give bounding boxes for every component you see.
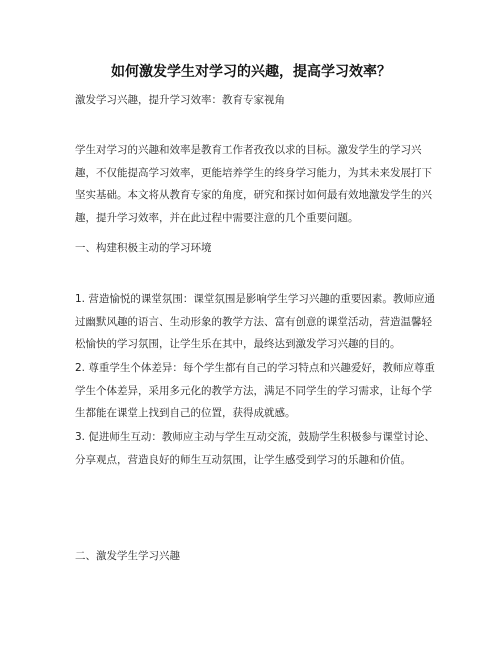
section-heading-1: 一、构建积极主动的学习环境 xyxy=(75,242,212,254)
page-subtitle: 激发学习兴趣，提升学习效率：教育专家视角 xyxy=(75,94,285,106)
list-item: 3. 促进师生互动：教师应主动与学生互动交流，鼓励学生积极参与课堂讨论、分享观点，营造良好的师生互动氛围，让学生感受到学习的乐趣和价值。 xyxy=(75,431,435,466)
list-item: 1. 营造愉悦的课堂氛围：课堂氛围是影响学生学习兴趣的重要因素。教师应通过幽默风趣的语言、生动形象的教学方法、富有创意的课堂活动，营造温馨轻松愉快的学习氛围，让学生乐在其中，最终达到激发学习兴趣的目的。 xyxy=(75,293,435,350)
intro-paragraph: 学生对学习的兴趣和效率是教育工作者孜孜以求的目标。激发学生的学习兴趣，不仅能提高学习效率，更能培养学生的终身学习能力，为其未来发展打下坚实基础。本文将从教育专家的角度，研究和探讨如何最有效地激发学生的兴趣，提升学习效率，并在此过程中需要注意的几个重要问题。 xyxy=(75,144,432,224)
page-title: 如何激发学生对学习的兴趣，提高学习效率？ xyxy=(111,64,391,80)
section-heading-2: 二、激发学生学习兴趣 xyxy=(75,550,180,562)
list-item: 2. 尊重学生个体差异：每个学生都有自己的学习特点和兴趣爱好，教师应尊重学生个体差异，采用多元化的教学方法，满足不同学生的学习需求，让每个学生都能在课堂上找到自己的位置，获得成就感。 xyxy=(75,362,435,419)
